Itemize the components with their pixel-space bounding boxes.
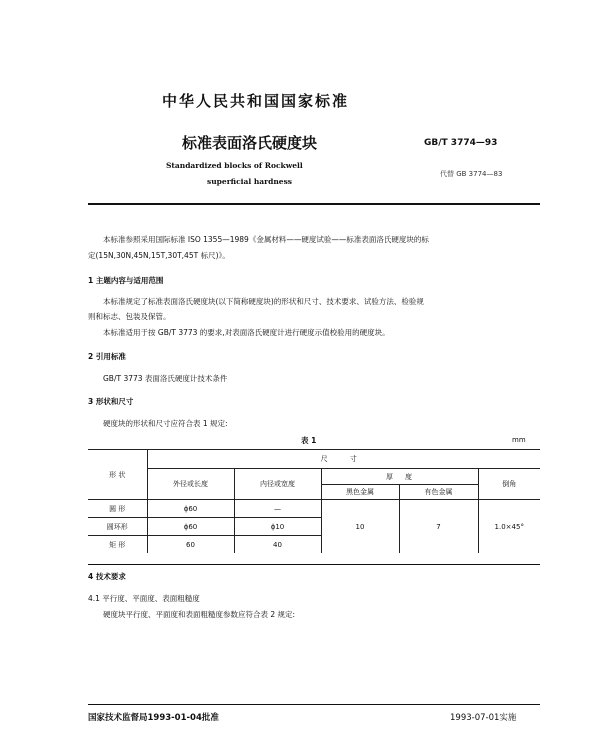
section41-heading: 4.1 平行度、平面度、表面粗糙度 bbox=[88, 594, 200, 603]
title-en-line2: superficial hardness bbox=[207, 177, 293, 186]
table-row-outer: ϕ60 bbox=[147, 518, 234, 536]
table-row-shape: 矩 形 bbox=[88, 536, 147, 554]
header-rule bbox=[88, 203, 540, 205]
intro-line1: 本标准参照采用国际标准 ISO 1355—1989《金属材料——硬度试验——标准表面洛氏硬度块的标 bbox=[103, 235, 429, 244]
header-thickness-a: 厚 bbox=[321, 469, 399, 485]
section3-heading: 3 形状和尺寸 bbox=[88, 397, 134, 406]
table-row-outer: 60 bbox=[147, 536, 234, 554]
header-shape: 形 状 bbox=[88, 450, 147, 500]
section4-heading: 4 技术要求 bbox=[88, 572, 126, 581]
chamfer-value: 1.0×45° bbox=[478, 500, 540, 554]
referenced-standard: GB/T 3773 表面洛氏硬度计技术条件 bbox=[103, 374, 228, 383]
section1-para2: 本标准适用于按 GB/T 3773 的要求,对表面洛氏硬度计进行硬度示值校验用的硬度块。 bbox=[103, 328, 390, 337]
header-ferrous: 黑色金属 bbox=[321, 485, 399, 500]
implementation-date: 1993-07-01实施 bbox=[450, 713, 517, 723]
thickness-nonferrous: 7 bbox=[399, 500, 478, 554]
footer-rule bbox=[88, 704, 540, 705]
thickness-ferrous: 10 bbox=[321, 500, 399, 554]
section3-para: 硬度块的形状和尺寸应符合表 1 规定: bbox=[103, 419, 228, 428]
title-en-line1: Standardized blocks of Rockwell bbox=[166, 161, 303, 170]
section1-para1-line2: 则和标志、包装及保管。 bbox=[88, 312, 171, 321]
intro-line2: 定(15N,30N,45N,15T,30T,45T 标尺)》。 bbox=[88, 251, 230, 260]
table-row-inner: ϕ10 bbox=[234, 518, 321, 536]
header-inner: 内径或宽度 bbox=[234, 469, 321, 500]
table1-bottom-rule bbox=[88, 564, 540, 565]
table1-unit: mm bbox=[512, 436, 526, 444]
header-chamfer: 倒角 bbox=[478, 469, 540, 500]
table-row-shape: 圆环形 bbox=[88, 518, 147, 536]
approval-note: 国家技术监督局1993-01-04批准 bbox=[88, 713, 219, 723]
replaces-note: 代替 GB 3774—83 bbox=[440, 170, 503, 178]
title-cn: 标准表面洛氏硬度块 bbox=[182, 134, 318, 152]
national-standard-heading: 中华人民共和国国家标准 bbox=[162, 92, 350, 110]
table1-caption: 表 1 bbox=[301, 436, 317, 445]
section2-heading: 2 引用标准 bbox=[88, 352, 126, 361]
table-row-inner: 40 bbox=[234, 536, 321, 554]
table-row-outer: ϕ60 bbox=[147, 500, 234, 518]
standard-code: GB/T 3774—93 bbox=[424, 138, 498, 148]
section41-para: 硬度块平行度、平面度和表面粗糙度参数应符合表 2 规定: bbox=[103, 610, 296, 619]
header-nonferrous: 有色金属 bbox=[399, 485, 478, 500]
header-size: 尺 寸 bbox=[147, 450, 540, 469]
table-row-shape: 圆 形 bbox=[88, 500, 147, 518]
header-thickness-b: 度 bbox=[399, 469, 478, 485]
table1 bbox=[88, 449, 540, 553]
section1-heading: 1 主题内容与适用范围 bbox=[88, 276, 164, 285]
section1-para1-line1: 本标准规定了标准表面洛氏硬度块(以下简称硬度块)的形状和尺寸、技术要求、试验方法、检验规 bbox=[103, 297, 424, 306]
header-outer: 外径或长度 bbox=[147, 469, 234, 500]
table-row-inner: — bbox=[234, 500, 321, 518]
